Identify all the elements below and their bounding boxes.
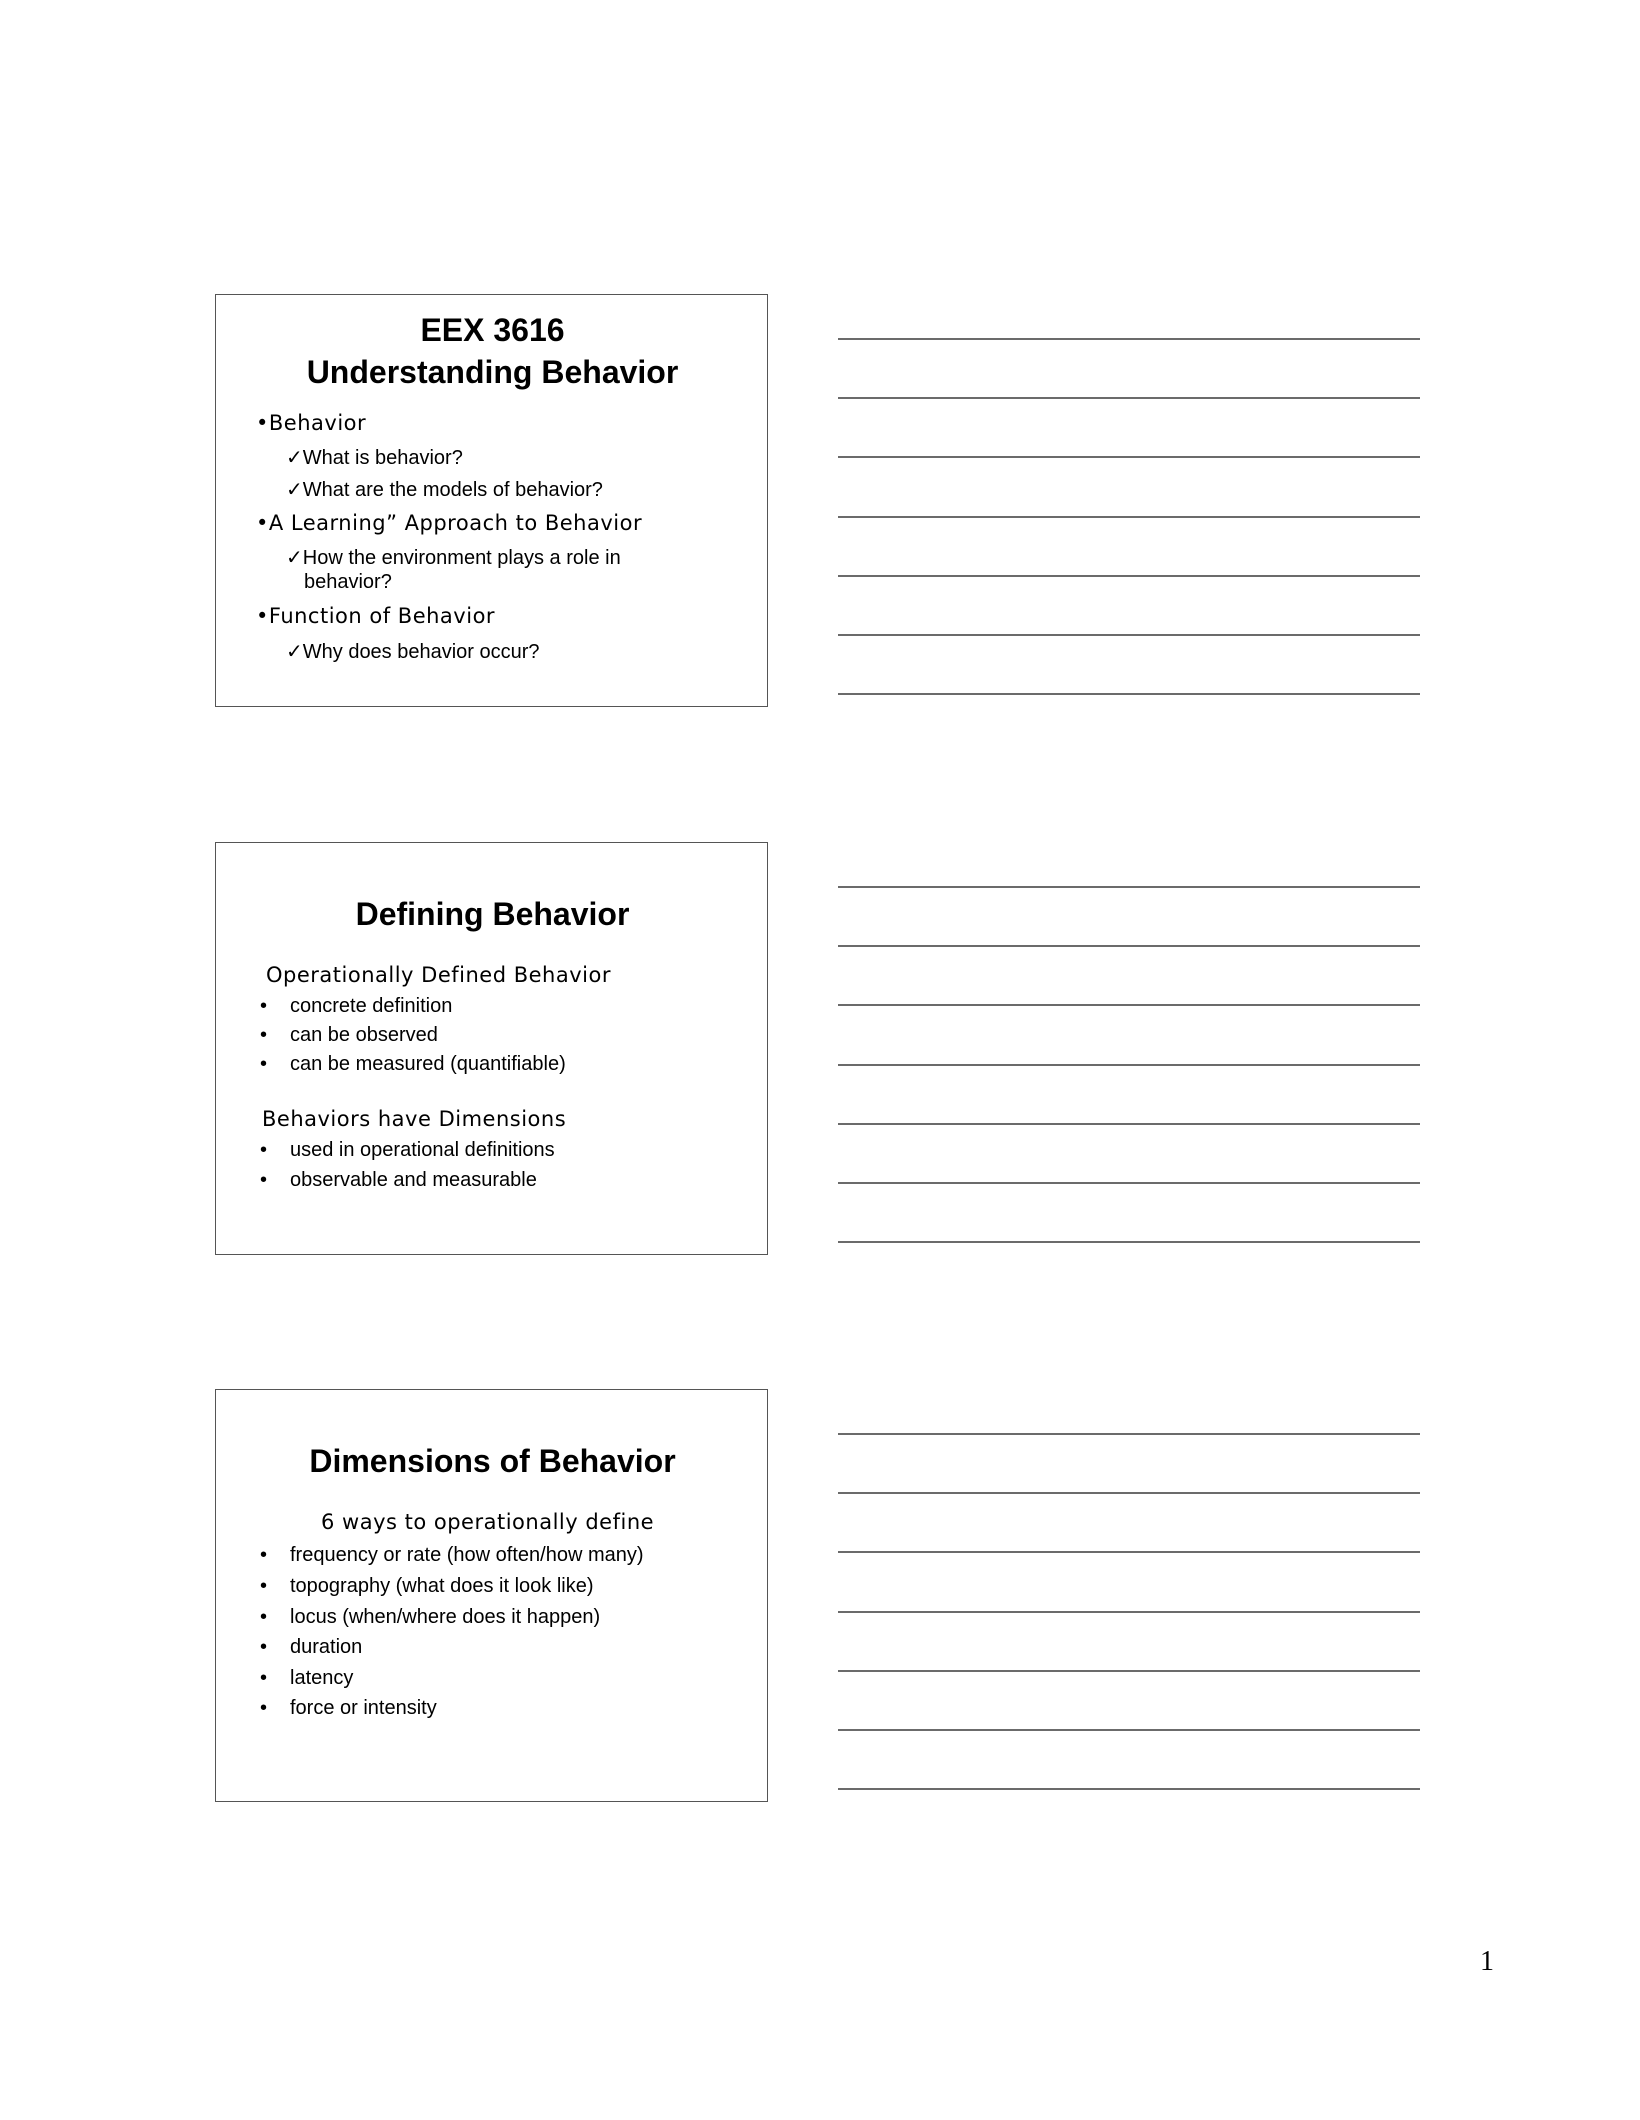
bullet-icon: • — [260, 1697, 268, 1719]
slide-3-bullet-text: latency — [290, 1667, 354, 1689]
note-line — [838, 1433, 1420, 1435]
slide-1-item-function: •Function of Behavior — [256, 604, 496, 628]
note-line — [838, 338, 1420, 340]
slide-3-title: Dimensions of Behavior — [309, 1443, 676, 1479]
slide-2-bullet-text: can be measured (quantifiable) — [290, 1053, 566, 1075]
slide-1-item-environment: ✓How the environment plays a role in — [286, 547, 621, 569]
slide-3-bullet-row — [260, 1544, 644, 1567]
note-line — [838, 634, 1420, 636]
note-line — [838, 1182, 1420, 1184]
note-line — [838, 575, 1420, 577]
slide-3-bullet-row — [260, 1575, 594, 1598]
note-line — [838, 1788, 1420, 1790]
slide-1-item-models: ✓What are the models of behavior? — [286, 479, 603, 501]
slide-3-bullet-text: locus (when/where does it happen) — [290, 1606, 601, 1628]
slide-2-bullet-text: can be observed — [290, 1024, 438, 1046]
slide-1-item-what-is: ✓What is behavior? — [286, 447, 463, 469]
note-line — [838, 1064, 1420, 1066]
bullet-icon: • — [260, 1169, 268, 1191]
slide-2-bullet-text: observable and measurable — [290, 1169, 537, 1191]
slide-2-bullet-row — [260, 1169, 537, 1192]
slide-3-bullet-text: topography (what does it look like) — [290, 1575, 594, 1597]
slide-2-bullet-row — [260, 1053, 566, 1076]
slide-3-bullet-text: frequency or rate (how often/how many) — [290, 1544, 644, 1566]
note-line — [838, 1729, 1420, 1731]
slide-1-item-learning: •A Learning” Approach to Behavior — [256, 511, 643, 535]
note-line — [838, 1123, 1420, 1125]
slide-1-item-why: ✓Why does behavior occur? — [286, 641, 540, 663]
note-line — [838, 1551, 1420, 1553]
slide-2-section2-heading: Behaviors have Dimensions — [262, 1107, 567, 1131]
bullet-icon: • — [260, 1575, 268, 1597]
slide-3-bullet-row — [260, 1636, 362, 1659]
slide-2-bullet-row — [260, 995, 452, 1018]
slide-3-bullet-text: force or intensity — [290, 1697, 437, 1719]
bullet-icon: • — [260, 1024, 268, 1046]
note-line — [838, 886, 1420, 888]
page-number: 1 — [1480, 1946, 1494, 1977]
slide-3 — [215, 1389, 768, 1802]
slide-2 — [215, 842, 768, 1255]
bullet-icon: • — [260, 1636, 268, 1658]
slide-1-item-behavior: •Behavior — [256, 411, 367, 435]
slide-2-title: Defining Behavior — [355, 896, 630, 932]
note-line — [838, 1670, 1420, 1672]
bullet-icon: • — [260, 995, 268, 1017]
slide-3-bullet-row — [260, 1697, 437, 1720]
note-line — [838, 1611, 1420, 1613]
slide-3-subheading: 6 ways to operationally define — [321, 1510, 655, 1534]
slide-3-bullet-row — [260, 1667, 353, 1690]
slide-1-title-line2: Understanding Behavior — [306, 354, 679, 390]
slide-2-bullet-row — [260, 1024, 438, 1047]
slide-2-bullet-text: used in operational definitions — [290, 1139, 555, 1161]
note-line — [838, 945, 1420, 947]
slide-2-bullet-text: concrete definition — [290, 995, 453, 1017]
note-line — [838, 1492, 1420, 1494]
bullet-icon: • — [260, 1544, 268, 1566]
note-line — [838, 693, 1420, 695]
note-line — [838, 1241, 1420, 1243]
bullet-icon: • — [260, 1053, 268, 1075]
slide-3-bullet-row — [260, 1606, 600, 1629]
note-line — [838, 397, 1420, 399]
slide-3-bullet-text: duration — [290, 1636, 363, 1658]
note-line — [838, 1004, 1420, 1006]
slide-1-title-line1: EEX 3616 — [420, 312, 565, 348]
bullet-icon: • — [260, 1606, 268, 1628]
slide-1-item-environment-cont: behavior? — [304, 571, 392, 593]
slide-1 — [215, 294, 768, 707]
slide-2-section1-heading: Operationally Defined Behavior — [266, 963, 611, 987]
bullet-icon: • — [260, 1667, 268, 1689]
slide-2-bullet-row — [260, 1139, 555, 1162]
note-line — [838, 456, 1420, 458]
note-line — [838, 516, 1420, 518]
bullet-icon: • — [260, 1139, 268, 1161]
